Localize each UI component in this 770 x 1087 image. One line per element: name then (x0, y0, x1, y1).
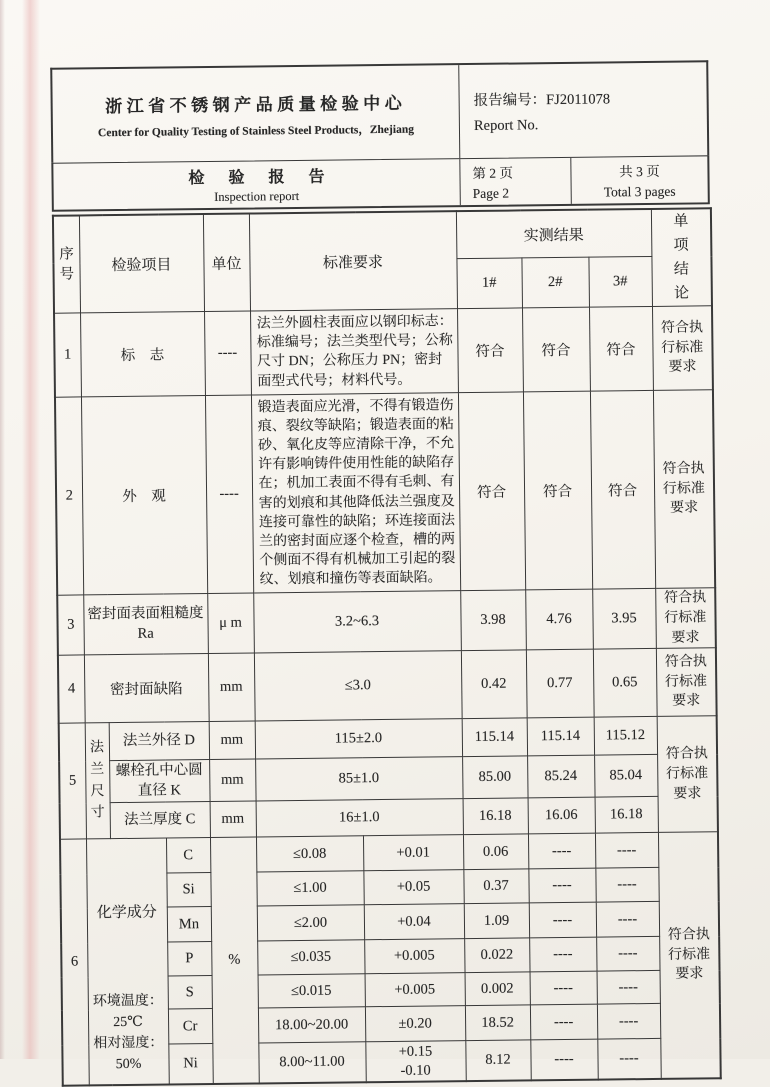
item-cell: 密封面缺陷 (84, 654, 209, 723)
report-number-cell (459, 62, 707, 158)
result-1-cell: 0.37 (463, 869, 528, 904)
requirement-tolerance-cell: ±0.20 (365, 1006, 465, 1042)
table-row-sealing-defect (58, 648, 717, 723)
item-cell: 螺栓孔中心圆直径 K (109, 760, 209, 803)
result-1-cell: 符合 (458, 392, 525, 591)
tolerance-upper: +0.15 (398, 1043, 433, 1061)
requirement-tolerance-cell: +0.01 (363, 835, 463, 871)
inspection-table (52, 207, 722, 1086)
requirement-cell: 115±2.0 (255, 719, 462, 759)
result-2-cell: 16.06 (528, 797, 595, 834)
result-3-cell: ---- (597, 1004, 660, 1040)
group-label-chemical-composition (86, 838, 169, 1085)
report-sheet (50, 60, 720, 1086)
col-header-conclusion: 单项结论 (651, 208, 712, 306)
result-1-cell: 3.98 (460, 590, 526, 651)
result-2-cell: ---- (529, 937, 596, 972)
unit-cell: mm (209, 721, 255, 760)
result-2-cell: 115.14 (527, 717, 594, 756)
col-header-sample2: 2# (521, 257, 589, 307)
result-2-cell: 符合 (522, 307, 590, 391)
conclusion-cell: 符合执行标准要求 (658, 832, 721, 1079)
requirement-limit-cell: ≤0.015 (258, 974, 365, 1008)
conclusion-cell: 符合执行标准要求 (656, 648, 717, 717)
result-2-cell: ---- (528, 868, 595, 903)
requirement-limit-cell: 8.00~11.00 (258, 1042, 365, 1083)
item-cell: 法兰外径 D (109, 722, 209, 761)
total-pages-cell (571, 156, 708, 204)
result-2-cell: 85.24 (527, 755, 594, 798)
result-1-cell: 0.42 (461, 650, 527, 719)
unit-cell: ---- (205, 395, 253, 594)
serial-cell: 3 (57, 595, 84, 655)
requirement-cell: 3.2~6.3 (253, 591, 461, 653)
env-temp-value: 25℃ (113, 1014, 143, 1030)
item-label: 密封面表面粗糙度 (87, 605, 204, 623)
col-header-unit: 单位 (203, 214, 250, 312)
serial-cell: 5 (59, 723, 86, 839)
requirement-cell: 16±1.0 (256, 799, 463, 837)
requirement-cell: 85±1.0 (255, 757, 462, 801)
chemical-composition-label: 化学成分 (96, 904, 157, 922)
col-header-results: 实测结果 (456, 209, 652, 259)
total-pages-zh: 共 3 页 (619, 164, 660, 180)
result-2-cell: 4.76 (525, 590, 593, 651)
result-2-cell: 符合 (523, 391, 592, 590)
result-3-cell: ---- (596, 937, 659, 972)
group-label-flange-size: 法兰尺寸 (85, 723, 110, 839)
unit-cell: μ m (207, 593, 254, 653)
item-cell: 外 观 (81, 395, 207, 595)
result-1-cell: 0.06 (463, 834, 528, 870)
requirement-cell: 法兰外圆柱表面应以钢印标志：标准编号；法兰类型代号；公称尺寸 DN；公称压力 PN；密封面型式代号；材料代号。 (250, 309, 458, 395)
page-edge-tint (22, 0, 40, 1059)
requirement-limit-cell: 18.00~20.00 (258, 1007, 365, 1043)
item-cell: 法兰厚度 C (110, 802, 210, 839)
result-3-cell: ---- (595, 833, 658, 869)
table-row-mark (54, 306, 713, 397)
table-header-row (53, 208, 712, 263)
result-3-cell: ---- (597, 1039, 660, 1080)
header-row-title (51, 155, 710, 211)
requirement-limit-cell: ≤1.00 (256, 871, 363, 906)
col-header-sample3: 3# (588, 257, 652, 307)
result-3-cell: 85.04 (594, 755, 657, 798)
doc-title-cell (53, 159, 460, 210)
unit-cell: ---- (204, 311, 251, 395)
element-cell: Ni (168, 1044, 212, 1084)
element-cell: P (167, 942, 211, 976)
table-row-appearance (55, 389, 715, 595)
unit-cell: mm (210, 801, 256, 838)
result-3-cell: ---- (595, 868, 658, 903)
result-1-cell: 符合 (457, 308, 523, 392)
result-1-cell: 8.12 (465, 1040, 530, 1081)
requirement-tolerance-cell (365, 1041, 465, 1082)
result-2-cell: ---- (529, 902, 596, 938)
serial-cell: 2 (55, 397, 83, 596)
table-row-roughness (57, 588, 716, 655)
result-2-cell: ---- (528, 833, 595, 869)
element-cell: Mn (167, 907, 211, 942)
result-1-cell: 16.18 (463, 798, 528, 835)
element-cell: Cr (168, 1009, 212, 1044)
requirement-tolerance-cell: +0.04 (364, 904, 464, 940)
page-left-edge-shadow (0, 0, 5, 1059)
serial-cell: 1 (54, 313, 81, 397)
element-cell: S (168, 976, 212, 1009)
unit-cell: % (210, 837, 259, 1084)
col-header-sample1: 1# (456, 258, 522, 308)
tolerance-lower: -0.10 (400, 1062, 431, 1079)
requirement-tolerance-cell: +0.05 (363, 870, 463, 905)
result-3-cell: 符合 (590, 390, 655, 589)
result-1-cell: 0.022 (464, 938, 529, 973)
col-header-item: 检验项目 (79, 214, 204, 313)
result-1-cell: 18.52 (465, 1005, 530, 1041)
total-pages-en: Total 3 pages (603, 183, 676, 200)
header-row-org (50, 60, 709, 162)
result-3-cell: ---- (597, 971, 660, 1005)
table-row-bolt-circle (59, 754, 717, 804)
element-cell: C (166, 838, 210, 873)
result-2-cell: ---- (530, 971, 597, 1005)
conclusion-cell: 符合执行标准要求 (655, 588, 716, 648)
result-1-cell: 0.002 (465, 972, 530, 1006)
unit-cell: mm (208, 653, 255, 722)
serial-cell: 4 (58, 655, 85, 723)
environment-conditions (88, 990, 168, 1075)
page-number-en: Page 2 (472, 185, 510, 201)
report-number: 报告编号：FJ2011078 (473, 90, 611, 109)
result-1-cell: 85.00 (462, 756, 527, 799)
requirement-cell: ≤3.0 (254, 651, 462, 721)
page-number-zh: 第 2 页 (472, 165, 514, 182)
result-3-cell: ---- (596, 902, 659, 938)
item-symbol: Ra (137, 625, 154, 642)
result-2-cell: 0.77 (526, 649, 594, 718)
result-1-cell: 1.09 (464, 903, 529, 939)
result-3-cell: 3.95 (592, 589, 656, 649)
result-3-cell: 0.65 (593, 649, 657, 718)
requirement-limit-cell: ≤0.035 (257, 940, 364, 975)
serial-cell: 6 (60, 839, 89, 1085)
col-header-requirement: 标准要求 (249, 211, 457, 311)
requirement-tolerance-cell: +0.005 (364, 939, 464, 974)
doc-title-en: Inspection report (214, 188, 300, 204)
item-cell: 标 志 (80, 312, 205, 397)
env-humidity-value: 50% (115, 1056, 142, 1072)
doc-title-zh: 检 验 报 告 (188, 168, 335, 188)
result-3-cell: 16.18 (595, 797, 658, 834)
item-cell (83, 594, 208, 655)
org-title-cell (52, 65, 460, 163)
requirement-limit-cell: ≤0.08 (256, 836, 363, 872)
requirement-tolerance-cell: +0.005 (365, 973, 465, 1007)
org-name-zh: 浙江省不锈钢产品质量检验中心 (105, 93, 407, 116)
conclusion-cell: 符合执行标准要求 (652, 306, 713, 390)
report-number-label-en: Report No. (473, 116, 539, 134)
requirement-limit-cell: ≤2.00 (257, 905, 364, 941)
env-temp-label: 环境温度： (92, 993, 163, 1010)
org-name-en: Center for Quality Testing of Stainless Steel Products，Zhejiang (97, 123, 414, 139)
col-header-serial: 序号 (53, 215, 80, 313)
page-number-cell (460, 158, 572, 205)
result-3-cell: 符合 (589, 306, 653, 390)
unit-cell: mm (209, 759, 255, 802)
conclusion-cell: 符合执行标准要求 (653, 389, 715, 588)
result-2-cell: ---- (530, 1004, 597, 1040)
result-3-cell: 115.12 (594, 717, 657, 756)
element-cell: Si (166, 873, 210, 907)
result-2-cell: ---- (530, 1039, 597, 1080)
result-1-cell: 115.14 (462, 718, 527, 757)
env-humidity-label: 相对湿度： (93, 1035, 164, 1052)
requirement-cell: 锻造表面应光滑，不得有锻造伤痕、裂纹等缺陷；锻造表面的粘砂、氧化皮等应清除干净，不允许有影响铸件使用性能的缺陷存在；机加工表面不得有毛刺、有害的划痕和其他降低法兰强度及连接可靠性的缺陷；环连接面法兰的密封面应逐个检查，槽的两个侧面不得有机械加工引起的裂纹、划痕和撞伤等表面缺陷。 (251, 392, 460, 593)
conclusion-cell: 符合执行标准要求 (657, 716, 718, 833)
